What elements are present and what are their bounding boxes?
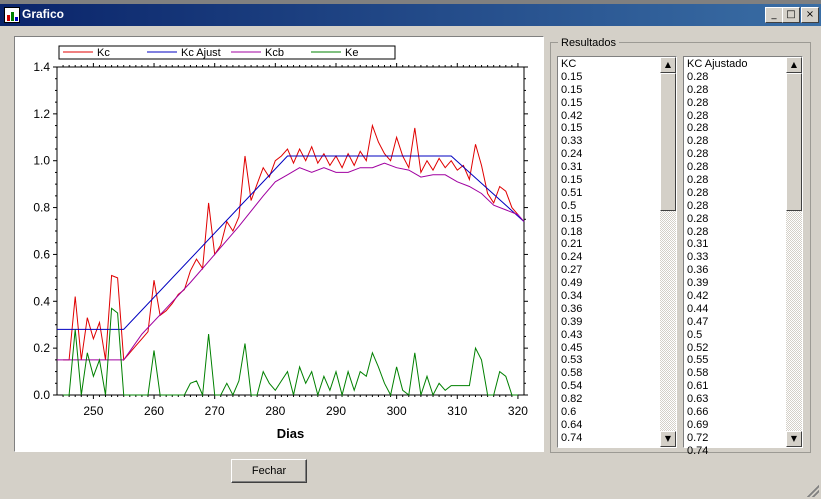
list-item[interactable]: 0.82 (561, 393, 583, 406)
kc-scroll-thumb[interactable] (660, 73, 676, 211)
x-tick-label: 320 (507, 404, 528, 418)
legend-label: Kc (97, 47, 110, 59)
fechar-button[interactable]: Fechar (231, 459, 307, 483)
legend-label: Ke (345, 47, 359, 59)
list-item[interactable]: 0.43 (561, 328, 583, 341)
scroll-up-icon[interactable]: ▲ (786, 57, 802, 73)
list-item[interactable]: 0.36 (687, 264, 709, 277)
list-item[interactable]: 0.34 (561, 290, 583, 303)
x-tick-label: 270 (204, 404, 225, 418)
kc-ajustado-listbox[interactable] (683, 56, 803, 457)
list-item[interactable]: 0.24 (561, 251, 583, 264)
app-icon (4, 7, 20, 23)
title-bar (0, 4, 821, 26)
list-item[interactable]: 0.21 (561, 238, 583, 251)
x-tick-label: 300 (386, 404, 407, 418)
list-item[interactable]: 0.58 (687, 367, 709, 380)
list-item[interactable]: 0.15 (561, 70, 583, 83)
list-item[interactable]: 0.28 (687, 70, 709, 83)
list-item[interactable]: 0.72 (687, 431, 709, 444)
list-item[interactable]: 0.15 (561, 122, 583, 135)
list-item[interactable]: 0.63 (687, 393, 709, 406)
scroll-up-icon[interactable]: ▲ (660, 57, 676, 73)
y-tick-label: 0.2 (33, 341, 50, 356)
list-item[interactable]: 0.49 (561, 277, 583, 290)
list-item[interactable]: 0.61 (687, 380, 709, 393)
list-item[interactable]: 0.28 (687, 148, 709, 161)
list-item[interactable]: 0.28 (687, 109, 709, 122)
list-item[interactable]: 0.5 (561, 199, 577, 212)
list-item[interactable]: 0.6 (561, 406, 577, 419)
kc-list-items (561, 58, 657, 445)
legend-label: Kc Ajust (181, 47, 221, 59)
list-item[interactable]: 0.55 (687, 354, 709, 367)
list-item[interactable]: 0.28 (687, 122, 709, 135)
x-tick-label: 310 (447, 404, 468, 418)
list-item[interactable]: 0.15 (561, 212, 583, 225)
list-item[interactable]: 0.15 (561, 174, 583, 187)
list-item[interactable]: 0.54 (561, 380, 583, 393)
window-title: Grafico (22, 7, 65, 21)
list-item[interactable]: 0.42 (687, 290, 709, 303)
list-item[interactable]: 0.39 (687, 277, 709, 290)
list-item[interactable]: 0.58 (561, 367, 583, 380)
list-item[interactable]: 0.42 (561, 109, 583, 122)
list-item[interactable]: 0.15 (561, 96, 583, 109)
y-tick-label: 1.0 (33, 153, 50, 168)
chart-svg (15, 37, 543, 451)
list-item[interactable]: 0.28 (687, 174, 709, 187)
list-item[interactable]: 0.31 (687, 238, 709, 251)
list-item[interactable]: 0.5 (687, 328, 703, 341)
y-tick-label: 1.4 (33, 60, 50, 74)
list-item[interactable]: 0.28 (687, 96, 709, 109)
list-item[interactable]: 0.33 (561, 135, 583, 148)
list-item[interactable]: 0.44 (687, 302, 709, 315)
y-tick-label: 0.4 (33, 294, 50, 309)
y-tick-label: 1.2 (33, 106, 50, 121)
list-item[interactable]: 0.39 (561, 315, 583, 328)
kc-ajustado-scroll-thumb[interactable] (786, 73, 802, 211)
list-item[interactable]: 0.36 (561, 302, 583, 315)
list-item[interactable]: 0.51 (561, 186, 583, 199)
legend-label: Kcb (265, 47, 284, 59)
list-item[interactable]: 0.69 (687, 418, 709, 431)
y-tick-label: 0.6 (33, 247, 50, 262)
kc-ajustado-list-items (687, 58, 783, 458)
list-item[interactable]: 0.74 (687, 444, 709, 457)
list-item[interactable]: 0.24 (561, 148, 583, 161)
y-tick-label: 0.0 (33, 388, 50, 402)
resize-grip-icon[interactable] (807, 485, 819, 497)
list-item[interactable]: 0.18 (561, 225, 583, 238)
chart-panel (14, 36, 544, 452)
list-item[interactable]: 0.28 (687, 225, 709, 238)
kc-ajustado-scrollbar[interactable] (786, 57, 802, 447)
x-tick-label: 290 (325, 404, 347, 418)
list-item[interactable]: 0.53 (561, 354, 583, 367)
kc-scrollbar[interactable] (660, 57, 676, 447)
list-item[interactable]: 0.28 (687, 161, 709, 174)
close-window-button[interactable]: × (801, 7, 819, 23)
minimize-button[interactable]: _ (765, 7, 783, 23)
list-item[interactable]: 0.28 (687, 83, 709, 96)
x-axis-label: Dias (276, 426, 305, 441)
x-tick-label: 280 (265, 404, 286, 418)
list-item[interactable]: 0.28 (687, 212, 709, 225)
x-tick-label: 250 (83, 404, 104, 418)
list-item[interactable]: 0.33 (687, 251, 709, 264)
list-item[interactable]: 0.64 (561, 418, 583, 431)
results-group-label: Resultados (558, 37, 619, 49)
kc-list-header[interactable]: KC (561, 58, 577, 70)
list-item[interactable]: 0.52 (687, 341, 709, 354)
list-item[interactable]: 0.31 (561, 161, 583, 174)
kc-listbox[interactable] (557, 56, 677, 448)
y-tick-label: 0.8 (33, 200, 50, 215)
kc-ajustado-list-header[interactable]: KC Ajustado (687, 58, 748, 70)
scroll-down-icon[interactable]: ▼ (660, 431, 676, 447)
list-item[interactable]: 0.27 (561, 264, 583, 277)
list-item[interactable]: 0.28 (687, 186, 709, 199)
list-item[interactable]: 0.74 (561, 431, 583, 444)
list-item[interactable]: 0.45 (561, 341, 583, 354)
x-tick-label: 260 (144, 404, 165, 418)
scroll-down-icon[interactable]: ▼ (786, 431, 802, 447)
plot-area (57, 67, 524, 395)
list-item[interactable]: 0.15 (561, 83, 583, 96)
list-item[interactable]: 0.47 (687, 315, 709, 328)
list-item[interactable]: 0.28 (687, 199, 709, 212)
list-item[interactable]: 0.28 (687, 135, 709, 148)
list-item[interactable]: 0.66 (687, 406, 709, 419)
maximize-button[interactable]: □ (782, 7, 800, 23)
